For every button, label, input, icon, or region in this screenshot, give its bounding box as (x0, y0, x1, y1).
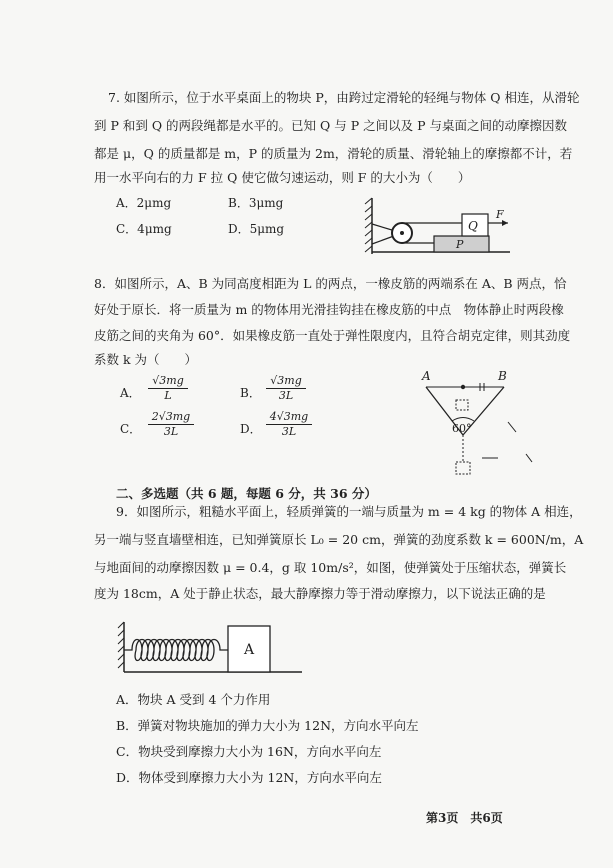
q9-option-a: A．物块 A 受到 4 个力作用 (116, 692, 271, 707)
q8-option-b-letter: B． (240, 386, 261, 400)
label-angle: 60° (452, 422, 472, 435)
q8-option-d-den: 3L (281, 424, 297, 438)
q8-option-a-num: √3mg (148, 374, 188, 389)
q9-line-1: 9．如图所示，粗糙水平面上，轻质弹簧的一端与质量为 m = 4 kg 的物体 A 相连， (116, 504, 582, 519)
q7-line-4: 用一水平向右的力 F 拉 Q 使它做匀速运动，则 F 的大小为（ ） (94, 170, 471, 185)
label-b: B (498, 369, 507, 383)
spring (124, 640, 228, 661)
q9-option-d: D．物体受到摩擦力大小为 12N，方向水平向左 (116, 770, 382, 785)
q7-option-b: B．3μmg (228, 196, 284, 210)
q9-option-c: C．物块受到摩擦力大小为 16N，方向水平向左 (116, 744, 382, 759)
q8-option-b-num: √3mg (266, 374, 306, 389)
label-a: A (422, 369, 431, 383)
q7-option-c: C．4μmg (116, 222, 172, 236)
q8-line-4: 系数 k 为（ ） (94, 352, 198, 367)
label-a: A (244, 642, 255, 658)
q8-option-c-fraction (148, 410, 194, 439)
section-2-header: 二、多选题（共 6 题，每题 6 分，共 36 分） (116, 486, 377, 501)
label-q: Q (468, 219, 478, 233)
q8-option-b-fraction (266, 374, 306, 403)
q9-option-b: B．弹簧对物块施加的弹力大小为 12N，方向水平向左 (116, 718, 419, 733)
q8-option-c-den: 3L (163, 424, 179, 438)
q7-pulley-diagram (362, 196, 512, 256)
q9-line-2: 另一端与竖直墙壁相连，已知弹簧原长 L₀ = 20 cm，弹簧的劲度系数 k = 600N/m，A (94, 532, 584, 547)
page-footer: 第3页 共6页 (426, 811, 503, 825)
q7-line-1: 7. 如图所示，位于水平桌面上的物块 P，由跨过定滑轮的轻绳与物体 Q 相连，从滑轮 (108, 90, 580, 105)
q8-line-3: 皮筋之间的夹角为 60°．如果橡皮筋一直处于弹性限度内，且符合胡克定律，则其劲度 (94, 328, 571, 343)
q7-line-3: 都是 μ，Q 的质量都是 m，P 的质量为 2m，滑轮的质量、滑轮轴上的摩擦都不计，若 (94, 146, 573, 161)
q7-line-2: 到 P 和到 Q 的两段绳都是水平的。已知 Q 与 P 之间以及 P 与桌面之间的动摩擦因数 (94, 118, 567, 133)
q8-option-c-letter: C． (120, 422, 142, 436)
q9-line-4: 度为 18cm，A 处于静止状态，最大静摩擦力等于滑动摩擦力，以下说法正确的是 (94, 586, 546, 601)
q8-option-b-den: 3L (278, 388, 294, 402)
q8-option-a-letter: A． (120, 386, 141, 400)
q8-rubber-band-diagram (418, 370, 548, 480)
q8-option-a-fraction (148, 374, 188, 403)
q8-option-d-num: 4√3mg (266, 410, 312, 425)
q9-line-3: 与地面间的动摩擦因数 μ = 0.4，g 取 10m/s²，如图，使弹簧处于压缩状态，弹簧长 (94, 560, 567, 575)
label-f: F (496, 208, 504, 221)
q8-option-a-den: L (164, 388, 172, 402)
q8-option-d-fraction (266, 410, 312, 439)
q7-option-d: D．5μmg (228, 222, 285, 236)
q8-option-d-letter: D． (240, 422, 262, 436)
q8-line-1: 8．如图所示，A、B 为同高度相距为 L 的两点，一橡皮筋的两端系在 A、B 两点，恰 (94, 276, 567, 291)
q8-option-c-num: 2√3mg (148, 410, 194, 425)
q7-option-a: A．2μmg (116, 196, 172, 210)
q9-spring-diagram (116, 614, 306, 680)
label-p: P (456, 238, 464, 251)
q8-line-2: 好处于原长．将一质量为 m 的物体用光滑挂钩挂在橡皮筋的中点 物体静止时两段橡 (94, 302, 564, 317)
